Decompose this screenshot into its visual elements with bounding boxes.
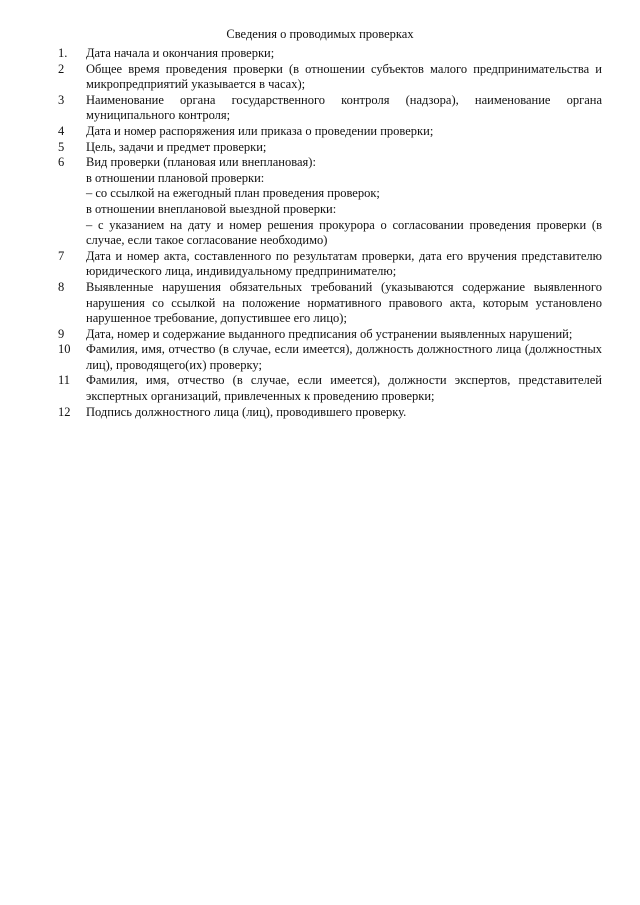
item-number: 4	[58, 123, 65, 138]
list-item	[58, 373, 602, 404]
item-text	[86, 280, 602, 327]
item-text	[86, 342, 602, 373]
list-item	[58, 93, 602, 124]
item-line: Фамилия, имя, отчество (в случае, если имеется), должность должностного лица (должностных лиц), проводящего(их) проверку;	[86, 342, 602, 372]
item-text	[86, 46, 602, 62]
list-item	[58, 342, 602, 373]
item-text	[86, 93, 602, 124]
list-item	[58, 327, 602, 343]
item-text	[86, 249, 602, 280]
item-subline: в отношении плановой проверки:	[86, 170, 265, 185]
item-number: 6	[58, 155, 65, 170]
item-text	[86, 140, 602, 156]
list-item	[58, 124, 602, 140]
list-item	[58, 280, 602, 327]
list-item	[58, 249, 602, 280]
item-text	[86, 155, 602, 249]
item-line: Дата, номер и содержание выданного предписания об устранении выявленных нарушений;	[86, 326, 573, 341]
item-line: Дата и номер акта, составленного по результатам проверки, дата его вручения представителю юридического лица, индивидуальному предпринимателю;	[86, 248, 602, 279]
item-line: Вид проверки (плановая или внеплановая):	[86, 155, 316, 170]
item-number: 11	[58, 373, 71, 388]
item-subline: в отношении внеплановой выездной проверки:	[86, 201, 337, 216]
list-item	[58, 140, 602, 156]
item-line: Выявленные нарушения обязательных требований (указываются содержание выявленного нарушения со ссылкой на положение нормативного правового акта, которым установлено нарушенное требование, допустившее его лицо);	[86, 279, 602, 326]
item-line: Наименование органа государственного контроля (надзора), наименование органа муниципального контроля;	[86, 92, 602, 123]
list-item	[58, 62, 602, 93]
item-line: Подпись должностного лица (лиц), проводившего проверку.	[86, 404, 407, 419]
document-title: Сведения о проводимых проверках	[226, 27, 414, 41]
item-text	[86, 327, 602, 343]
item-number: 9	[58, 326, 65, 341]
list-item	[58, 405, 602, 421]
item-line: Дата начала и окончания проверки;	[86, 46, 275, 60]
item-subline: – со ссылкой на ежегодный план проведения проверок;	[86, 186, 380, 201]
item-line: Дата и номер распоряжения или приказа о проведении проверки;	[86, 123, 434, 138]
item-number: 10	[58, 342, 71, 357]
item-subline: – с указанием на дату и номер решения прокурора о согласовании проведения проверки (в случае, если такое согласование необходимо)	[86, 217, 602, 248]
item-text	[86, 62, 602, 93]
item-number: 3	[58, 92, 65, 107]
requirements-list	[58, 46, 602, 420]
item-number: 7	[58, 248, 65, 263]
item-text	[86, 373, 602, 404]
item-number: 12	[58, 404, 71, 419]
item-line: Фамилия, имя, отчество (в случае, если имеется), должности экспертов, представителей экспертных организаций, привлеченных к проведению проверки;	[86, 373, 602, 404]
item-number: 8	[58, 279, 65, 294]
item-number: 1.	[58, 46, 68, 60]
item-number: 5	[58, 139, 65, 154]
item-line: Цель, задачи и предмет проверки;	[86, 139, 267, 154]
item-text	[86, 124, 602, 140]
item-text	[86, 405, 602, 421]
list-item	[58, 46, 602, 62]
item-number: 2	[58, 61, 65, 76]
list-item	[58, 155, 602, 249]
item-line: Общее время проведения проверки (в отношении субъектов малого предпринимательства и микропредприятий указывается в часах);	[86, 61, 602, 92]
